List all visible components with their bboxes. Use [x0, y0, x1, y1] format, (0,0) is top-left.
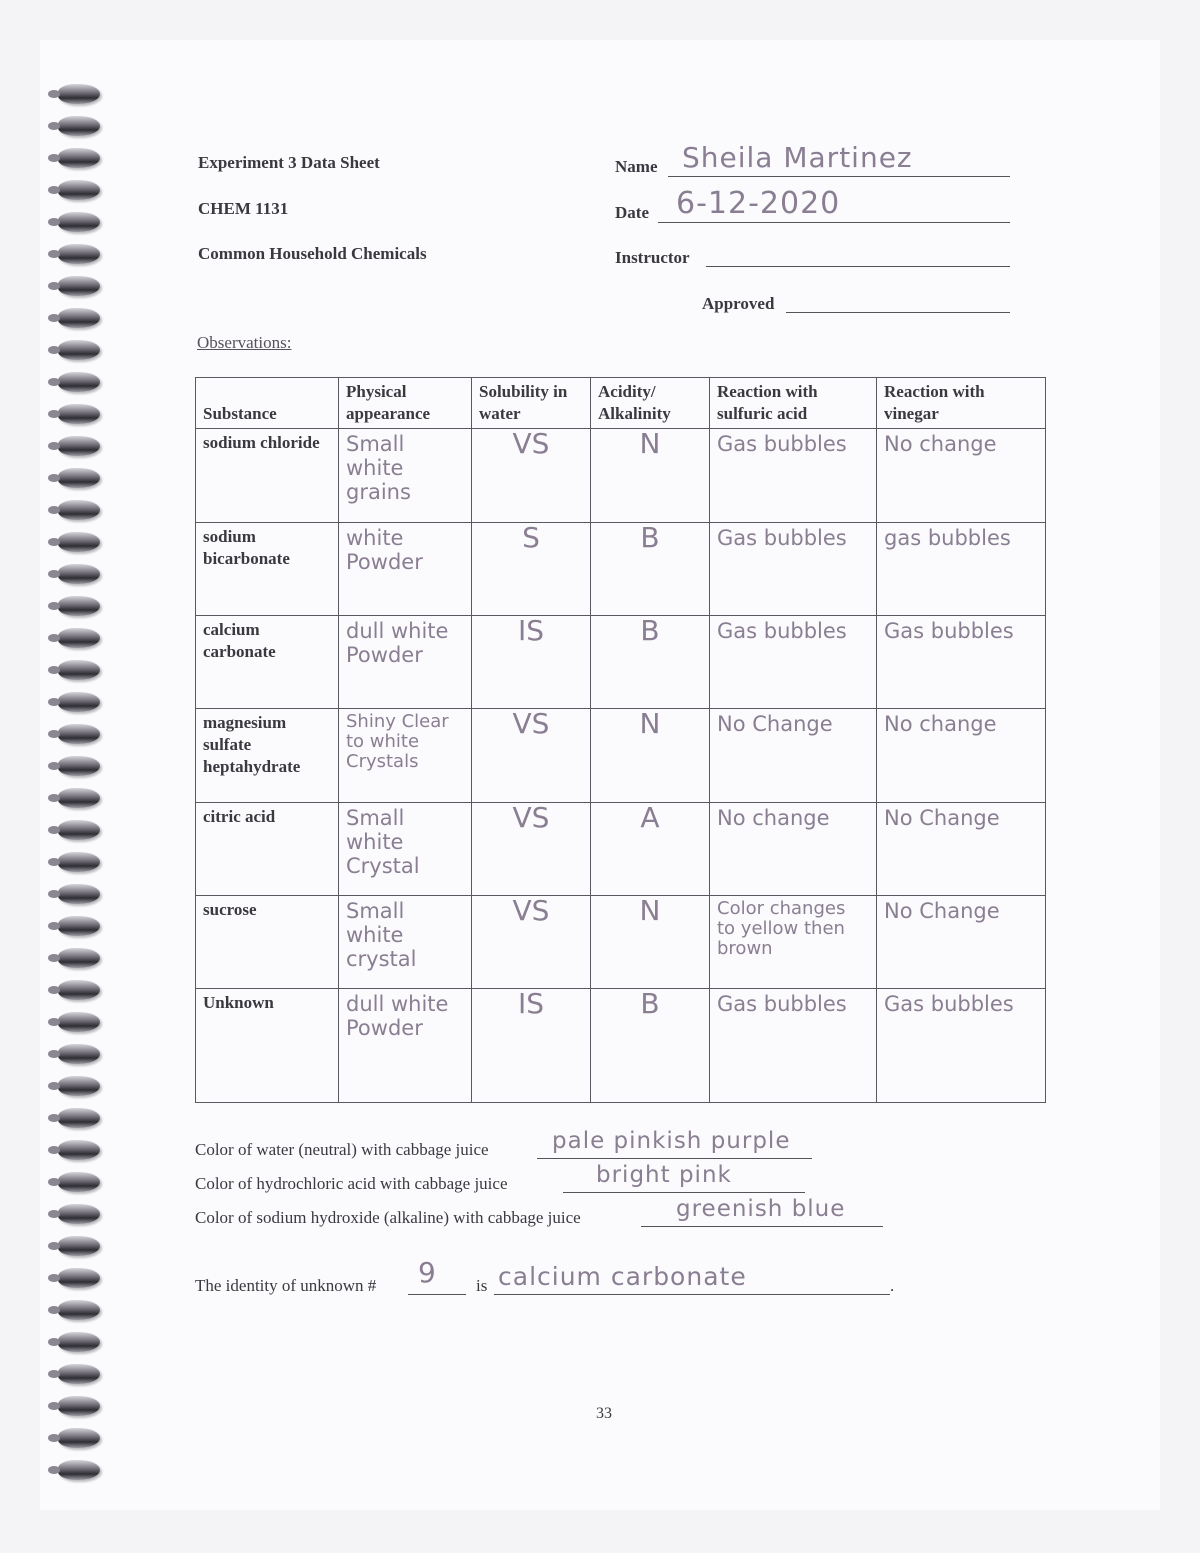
spiral-ring: [58, 1268, 100, 1288]
spiral-ring: [58, 212, 100, 232]
spiral-ring: [58, 628, 100, 648]
unknown-prefix: The identity of unknown #: [195, 1276, 377, 1295]
naoh-answer-line: [641, 1226, 883, 1227]
spiral-binding: [58, 70, 108, 1490]
spiral-ring: [58, 148, 100, 168]
table-row: [196, 429, 1046, 523]
spiral-ring: [58, 596, 100, 616]
acidity-cell[interactable]: N: [591, 709, 710, 802]
spiral-ring: [58, 500, 100, 520]
unknown-answer[interactable]: calcium carbonate: [498, 1262, 747, 1291]
spiral-ring: [58, 756, 100, 776]
table-row: [196, 988, 1046, 1102]
appearance-cell[interactable]: dull white Powder: [339, 988, 472, 1102]
spiral-ring: [58, 180, 100, 200]
water-question: Color of water (neutral) with cabbage juice: [195, 1140, 489, 1159]
solubility-cell[interactable]: S: [472, 523, 591, 616]
unknown-number-line: [408, 1294, 466, 1295]
spiral-ring: [58, 1044, 100, 1064]
name-line: [668, 176, 1010, 177]
header-acidity: Acidity/ Alkalinity: [591, 378, 710, 429]
appearance-cell[interactable]: Small white Crystal: [339, 802, 472, 895]
spiral-ring: [58, 1140, 100, 1160]
table-row: [196, 802, 1046, 895]
spiral-ring: [58, 788, 100, 808]
hcl-answer[interactable]: bright pink: [596, 1162, 732, 1188]
header-appearance: Physical appearance: [339, 378, 472, 429]
solubility-cell[interactable]: VS: [472, 429, 591, 523]
spiral-ring: [58, 1364, 100, 1384]
acidity-cell[interactable]: B: [591, 523, 710, 616]
table-row: [196, 895, 1046, 988]
spiral-ring: [58, 532, 100, 552]
unknown-answer-line: [494, 1294, 890, 1295]
vinegar-cell[interactable]: gas bubbles: [877, 523, 1046, 616]
instructor-field[interactable]: [706, 266, 1010, 267]
substance-cell: sodium bicarbonate: [196, 523, 339, 616]
approved-label: Approved: [702, 294, 775, 313]
naoh-question: Color of sodium hydroxide (alkaline) with cabbage juice: [195, 1208, 581, 1227]
spiral-ring: [58, 436, 100, 456]
sulfuric-cell[interactable]: No change: [710, 802, 877, 895]
name-field[interactable]: Sheila Martinez: [682, 141, 913, 174]
sulfuric-cell[interactable]: Gas bubbles: [710, 616, 877, 709]
acidity-cell[interactable]: B: [591, 616, 710, 709]
spiral-ring: [58, 916, 100, 936]
spiral-ring: [58, 1012, 100, 1032]
unknown-number[interactable]: 9: [418, 1256, 437, 1289]
vinegar-cell[interactable]: No Change: [877, 895, 1046, 988]
unknown-is: is: [476, 1276, 488, 1295]
spiral-ring: [58, 1076, 100, 1096]
vinegar-cell[interactable]: No change: [877, 709, 1046, 802]
hcl-question: Color of hydrochloric acid with cabbage juice: [195, 1174, 508, 1193]
sulfuric-cell[interactable]: Gas bubbles: [710, 429, 877, 523]
solubility-cell[interactable]: VS: [472, 709, 591, 802]
observations-heading: Observations:: [197, 333, 292, 352]
spiral-ring: [58, 1236, 100, 1256]
spiral-ring: [58, 404, 100, 424]
sulfuric-cell[interactable]: No Change: [710, 709, 877, 802]
spiral-ring: [58, 1332, 100, 1352]
page-number: 33: [596, 1405, 612, 1422]
vinegar-cell[interactable]: Gas bubbles: [877, 616, 1046, 709]
acidity-cell[interactable]: B: [591, 988, 710, 1102]
spiral-ring: [58, 1300, 100, 1320]
substance-cell: calcium carbonate: [196, 616, 339, 709]
table-row: [196, 523, 1046, 616]
spiral-ring: [58, 372, 100, 392]
hcl-answer-line: [563, 1192, 805, 1193]
appearance-cell[interactable]: Small white crystal: [339, 895, 472, 988]
appearance-cell[interactable]: white Powder: [339, 523, 472, 616]
spiral-ring: [58, 564, 100, 584]
substance-cell: sodium chloride: [196, 429, 339, 523]
table-row: [196, 709, 1046, 802]
solubility-cell[interactable]: IS: [472, 616, 591, 709]
sulfuric-cell[interactable]: Color changes to yellow then brown: [710, 895, 877, 988]
spiral-ring: [58, 724, 100, 744]
substance-cell: magnesium sulfate heptahydrate: [196, 709, 339, 802]
spiral-ring: [58, 116, 100, 136]
spiral-ring: [58, 1108, 100, 1128]
spiral-ring: [58, 660, 100, 680]
sulfuric-cell[interactable]: Gas bubbles: [710, 523, 877, 616]
header-sulfuric: Reaction with sulfuric acid: [710, 378, 877, 429]
acidity-cell[interactable]: N: [591, 895, 710, 988]
appearance-cell[interactable]: Small white grains: [339, 429, 472, 523]
spiral-ring: [58, 84, 100, 104]
water-answer[interactable]: pale pinkish purple: [552, 1128, 791, 1154]
unknown-period: .: [890, 1276, 895, 1295]
table-header-row: [196, 378, 1046, 429]
substance-cell: Unknown: [196, 988, 339, 1102]
acidity-cell[interactable]: N: [591, 429, 710, 523]
sheet-title: Experiment 3 Data Sheet: [198, 153, 380, 172]
spiral-ring: [58, 980, 100, 1000]
vinegar-cell[interactable]: Gas bubbles: [877, 988, 1046, 1102]
spiral-ring: [58, 1172, 100, 1192]
spiral-ring: [58, 468, 100, 488]
spiral-ring: [58, 820, 100, 840]
observations-table: [195, 377, 1046, 1103]
spiral-ring: [58, 340, 100, 360]
sheet-subtitle: Common Household Chemicals: [198, 244, 427, 263]
vinegar-cell[interactable]: No change: [877, 429, 1046, 523]
substance-cell: citric acid: [196, 802, 339, 895]
solubility-cell[interactable]: IS: [472, 988, 591, 1102]
date-field[interactable]: 6-12-2020: [676, 186, 841, 221]
spiral-ring: [58, 1204, 100, 1224]
spiral-ring: [58, 1428, 100, 1448]
date-label: Date: [615, 203, 649, 222]
name-label: Name: [615, 157, 658, 176]
table-row: [196, 616, 1046, 709]
spiral-ring: [58, 276, 100, 296]
spiral-ring: [58, 1460, 100, 1480]
spiral-ring: [58, 884, 100, 904]
water-answer-line: [537, 1158, 812, 1159]
spiral-ring: [58, 1396, 100, 1416]
solubility-cell[interactable]: VS: [472, 895, 591, 988]
course-code: CHEM 1131: [198, 199, 289, 218]
appearance-cell[interactable]: Shiny Clear to white Crystals: [339, 709, 472, 802]
spiral-ring: [58, 948, 100, 968]
sulfuric-cell[interactable]: Gas bubbles: [710, 988, 877, 1102]
appearance-cell[interactable]: dull white Powder: [339, 616, 472, 709]
acidity-cell[interactable]: A: [591, 802, 710, 895]
header-vinegar: Reaction with vinegar: [877, 378, 1046, 429]
instructor-label: Instructor: [615, 248, 690, 267]
date-line: [658, 222, 1010, 223]
naoh-answer[interactable]: greenish blue: [676, 1196, 846, 1222]
spiral-ring: [58, 244, 100, 264]
spiral-ring: [58, 852, 100, 872]
approved-field[interactable]: [786, 312, 1010, 313]
vinegar-cell[interactable]: No Change: [877, 802, 1046, 895]
spiral-ring: [58, 692, 100, 712]
header-substance: Substance: [196, 378, 339, 429]
substance-cell: sucrose: [196, 895, 339, 988]
header-solubility: Solubility in water: [472, 378, 591, 429]
solubility-cell[interactable]: VS: [472, 802, 591, 895]
spiral-ring: [58, 308, 100, 328]
